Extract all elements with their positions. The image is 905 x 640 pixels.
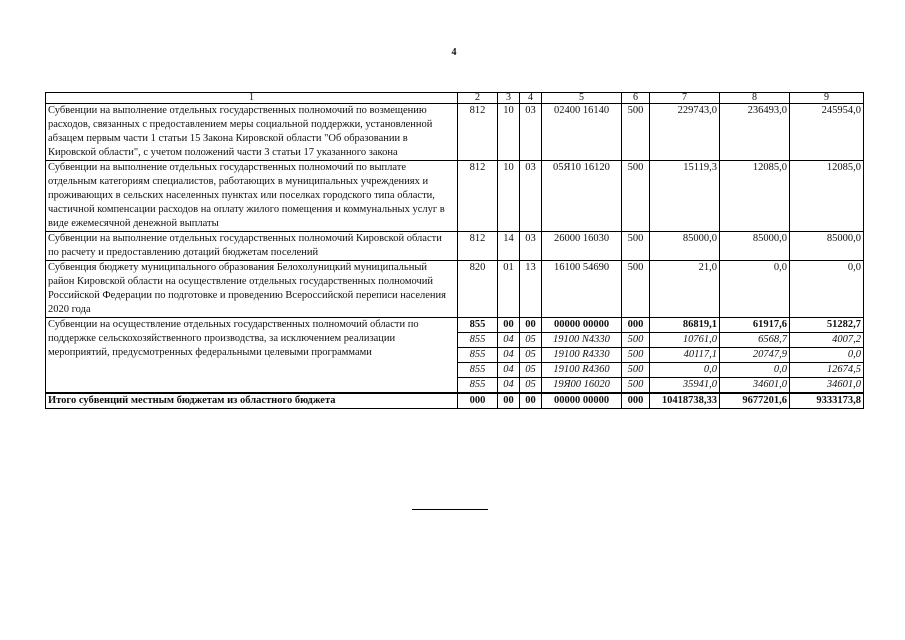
cell-ministry-code: 812 xyxy=(458,104,498,161)
cell-expense-type: 500 xyxy=(622,333,650,348)
cell-section: 00 xyxy=(498,318,520,333)
cell-ministry-code: 855 xyxy=(458,378,498,394)
cell-target-code: 19Я00 16020 xyxy=(542,378,622,394)
cell-target-code: 26000 16030 xyxy=(542,232,622,261)
cell-amount-col7: 10418738,33 xyxy=(650,393,720,409)
subventions-table xyxy=(45,92,864,409)
cell-expense-type: 500 xyxy=(622,378,650,394)
row-description: Субвенции на осуществление отдельных государственных полномочий области по поддержке сельскохозяйственного производства, за исключением реализации мероприятий, предусмотренных федеральными целевыми программами xyxy=(46,318,458,394)
cell-subsection: 00 xyxy=(520,318,542,333)
page-number: 4 xyxy=(451,47,457,58)
cell-target-code: 00000 00000 xyxy=(542,393,622,409)
row-description: Субвенции на выполнение отдельных государственных полномочий по возмещению расходов, связанных с предоставлением меры социальной поддержки, установленной абзацем первым части 1 статьи 15 Закона Кировской области "Об образовании в Кировской области", с учетом положений части 3 статьи 17 указанного закона xyxy=(46,104,458,161)
cell-section: 01 xyxy=(498,261,520,318)
cell-amount-col8: 9677201,6 xyxy=(720,393,790,409)
cell-subsection: 00 xyxy=(520,393,542,409)
row-description: Субвенция бюджету муниципального образования Белохолуницкий муниципальный район Кировской области на осуществление отдельных государственных полномочий Российской Федерации по подготовке и проведению Всероссийской переписи населения 2020 года xyxy=(46,261,458,318)
cell-target-code: 00000 00000 xyxy=(542,318,622,333)
cell-expense-type: 000 xyxy=(622,393,650,409)
cell-ministry-code: 855 xyxy=(458,333,498,348)
cell-amount-col8: 6568,7 xyxy=(720,333,790,348)
header-cell: 2 xyxy=(458,93,498,104)
cell-amount-col9: 34601,0 xyxy=(790,378,864,394)
cell-section: 10 xyxy=(498,161,520,232)
cell-section: 00 xyxy=(498,393,520,409)
cell-target-code: 02400 16140 xyxy=(542,104,622,161)
cell-amount-col7: 85000,0 xyxy=(650,232,720,261)
cell-ministry-code: 000 xyxy=(458,393,498,409)
cell-expense-type: 000 xyxy=(622,318,650,333)
cell-ministry-code: 855 xyxy=(458,363,498,378)
cell-expense-type: 500 xyxy=(622,261,650,318)
cell-amount-col9: 0,0 xyxy=(790,348,864,363)
cell-section: 04 xyxy=(498,333,520,348)
cell-section: 04 xyxy=(498,348,520,363)
cell-subsection: 05 xyxy=(520,363,542,378)
cell-subsection: 03 xyxy=(520,232,542,261)
cell-target-code: 19100 N4330 xyxy=(542,333,622,348)
cell-expense-type: 500 xyxy=(622,232,650,261)
cell-expense-type: 500 xyxy=(622,161,650,232)
cell-amount-col8: 61917,6 xyxy=(720,318,790,333)
cell-section: 04 xyxy=(498,363,520,378)
cell-amount-col7: 0,0 xyxy=(650,363,720,378)
cell-section: 04 xyxy=(498,378,520,394)
cell-amount-col9: 12674,5 xyxy=(790,363,864,378)
cell-amount-col7: 40117,1 xyxy=(650,348,720,363)
table-row xyxy=(46,161,864,232)
cell-subsection: 05 xyxy=(520,348,542,363)
cell-expense-type: 500 xyxy=(622,104,650,161)
cell-amount-col8: 0,0 xyxy=(720,261,790,318)
cell-amount-col8: 0,0 xyxy=(720,363,790,378)
cell-target-code: 19100 R4360 xyxy=(542,363,622,378)
cell-ministry-code: 812 xyxy=(458,232,498,261)
cell-amount-col7: 21,0 xyxy=(650,261,720,318)
cell-amount-col9: 51282,7 xyxy=(790,318,864,333)
cell-amount-col9: 245954,0 xyxy=(790,104,864,161)
total-label: Итого субвенций местным бюджетам из областного бюджета xyxy=(46,393,458,409)
cell-amount-col9: 12085,0 xyxy=(790,161,864,232)
row-description: Субвенции на выполнение отдельных государственных полномочий Кировской области по расчету и предоставлению дотаций бюджетам поселений xyxy=(46,232,458,261)
cell-expense-type: 500 xyxy=(622,348,650,363)
cell-ministry-code: 820 xyxy=(458,261,498,318)
cell-section: 14 xyxy=(498,232,520,261)
cell-subsection: 05 xyxy=(520,333,542,348)
cell-target-code: 16100 54690 xyxy=(542,261,622,318)
cell-subsection: 13 xyxy=(520,261,542,318)
cell-amount-col9: 0,0 xyxy=(790,261,864,318)
cell-ministry-code: 855 xyxy=(458,318,498,333)
cell-amount-col9: 9333173,8 xyxy=(790,393,864,409)
table-row xyxy=(46,232,864,261)
header-cell: 1 xyxy=(46,93,458,104)
table-row xyxy=(46,104,864,161)
row-description: Субвенции на выполнение отдельных государственных полномочий по выплате отдельным категориям специалистов, работающих в муниципальных учреждениях и проживающих в сельских населенных пунктах или поселках городского типа области, частичной компенсации расходов на оплату жилого помещения и коммунальных услуг в виде ежемесячной денежной выплаты xyxy=(46,161,458,232)
cell-subsection: 03 xyxy=(520,104,542,161)
cell-ministry-code: 812 xyxy=(458,161,498,232)
cell-amount-col8: 85000,0 xyxy=(720,232,790,261)
table-row xyxy=(46,261,864,318)
cell-amount-col8: 236493,0 xyxy=(720,104,790,161)
cell-subsection: 03 xyxy=(520,161,542,232)
header-cell: 5 xyxy=(542,93,622,104)
table-row-group-main xyxy=(46,318,864,333)
cell-amount-col9: 85000,0 xyxy=(790,232,864,261)
cell-amount-col7: 15119,3 xyxy=(650,161,720,232)
cell-amount-col7: 10761,0 xyxy=(650,333,720,348)
header-cell: 4 xyxy=(520,93,542,104)
cell-ministry-code: 855 xyxy=(458,348,498,363)
cell-amount-col8: 12085,0 xyxy=(720,161,790,232)
table-total-row xyxy=(46,393,864,409)
cell-amount-col9: 4007,2 xyxy=(790,333,864,348)
cell-target-code: 05Я10 16120 xyxy=(542,161,622,232)
cell-amount-col8: 20747,9 xyxy=(720,348,790,363)
cell-section: 10 xyxy=(498,104,520,161)
cell-amount-col7: 35941,0 xyxy=(650,378,720,394)
header-cell: 8 xyxy=(720,93,790,104)
cell-amount-col8: 34601,0 xyxy=(720,378,790,394)
column-number-header-row xyxy=(46,93,864,104)
cell-subsection: 05 xyxy=(520,378,542,394)
cell-amount-col7: 229743,0 xyxy=(650,104,720,161)
cell-target-code: 19100 R4330 xyxy=(542,348,622,363)
header-cell: 7 xyxy=(650,93,720,104)
header-cell: 6 xyxy=(622,93,650,104)
header-cell: 3 xyxy=(498,93,520,104)
footer-divider xyxy=(412,509,488,510)
cell-amount-col7: 86819,1 xyxy=(650,318,720,333)
cell-expense-type: 500 xyxy=(622,363,650,378)
header-cell: 9 xyxy=(790,93,864,104)
